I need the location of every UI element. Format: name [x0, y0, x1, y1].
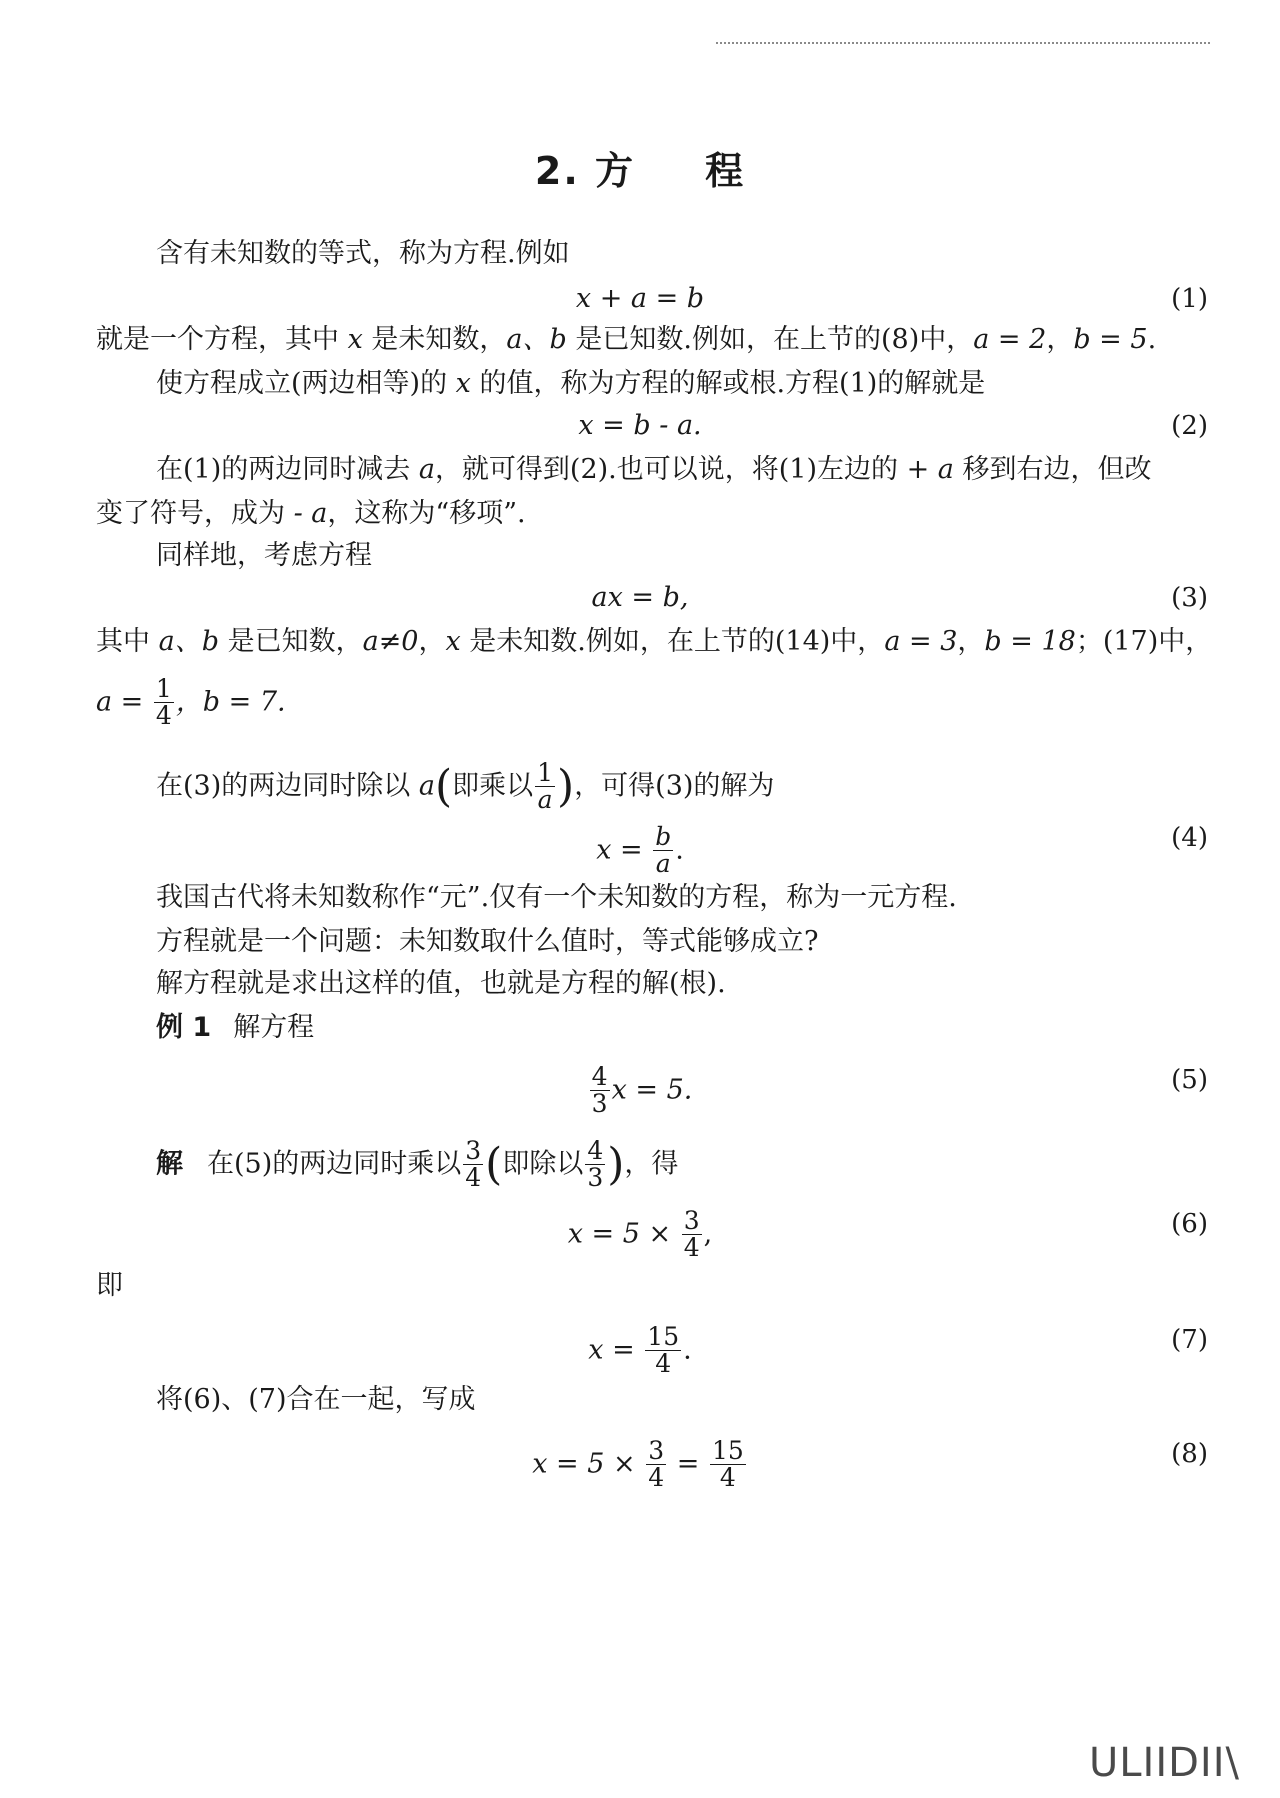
equation-number-4: (4): [1171, 823, 1208, 853]
paragraph-transpose: 在(1)的两边同时减去 a，就可得到(2).也可以说，将(1)左边的 + a 移到右边，但改: [156, 454, 1152, 485]
equation-number-1: (1): [1171, 284, 1208, 314]
fraction-4-3: $\frac{4}{3}$: [591, 1062, 608, 1119]
equation-5: $\frac{4}{3}$ x = 5.: [591, 1062, 693, 1119]
equation-number-3: (3): [1171, 583, 1208, 613]
equation-number-8: (8): [1171, 1439, 1208, 1469]
equation-number-6: (6): [1171, 1209, 1208, 1239]
paragraph-transpose-cont: 变了符号，成为 - a，这称为“移项”.: [96, 498, 526, 529]
paragraph-combine: 将(6)、(7)合在一起，写成: [156, 1384, 476, 1415]
equation-number-2: (2): [1171, 411, 1208, 441]
paragraph-solution-def: 使方程成立(两边相等)的 x 的值，称为方程的解或根.方程(1)的解就是: [156, 368, 986, 399]
paragraph-ji: 即: [96, 1270, 123, 1301]
fraction-3-4: $\frac{3}{4}$: [465, 1136, 482, 1193]
example-1-heading: 例 1 解方程: [156, 1012, 315, 1043]
solution-label: 解: [156, 1148, 183, 1180]
equation-2: x = b - a.: [578, 410, 702, 441]
paragraph-divide: 在(3)的两边同时除以 a(即乘以 $\frac{1}{a}$ )，可得(3)的解为: [156, 758, 775, 815]
paragraph-values: a = $\frac{1}{4}$ ，b = 7.: [96, 674, 286, 731]
equation-4: x = $\frac{b}{a}$ .: [596, 822, 684, 879]
paragraph-similarly: 同样地，考虑方程: [156, 540, 372, 571]
equation-6: x = 5 × $\frac{3}{4}$ ,: [567, 1206, 713, 1263]
fraction-3-4-eq6: $\frac{3}{4}$: [683, 1206, 700, 1263]
example-label: 例 1: [156, 1012, 212, 1043]
paragraph-definition: 含有未知数的等式，称为方程.例如: [156, 238, 570, 269]
fraction-3-4-eq8: $\frac{3}{4}$: [648, 1436, 665, 1493]
corner-watermark: ULIIDII\: [1088, 1740, 1240, 1786]
equation-3: ax = b,: [591, 582, 689, 613]
equation-number-7: (7): [1171, 1325, 1208, 1355]
title-char-2: 程: [705, 149, 746, 193]
section-number: 2.: [534, 149, 580, 193]
solution-line: 解 在(5)的两边同时乘以 $\frac{3}{4}$ (即除以 $\frac{4}{3}$ )，得: [156, 1136, 679, 1193]
paragraph-known: 其中 a、b 是已知数，a≠0，x 是未知数.例如，在上节的(14)中，a = 3，b = 18；(17)中，: [96, 626, 1213, 657]
fraction-4-3-b: $\frac{4}{3}$: [587, 1136, 604, 1193]
equation-number-5: (5): [1171, 1065, 1208, 1095]
equation-7: x = $\frac{15}{4}$ .: [588, 1322, 692, 1379]
fraction-15-4-eq8: $\frac{15}{4}$: [711, 1436, 744, 1493]
header-rule: [716, 42, 1210, 44]
fraction-1-4: $\frac{1}{4}$: [155, 674, 172, 731]
fraction-1-a: $\frac{1}{a}$: [537, 758, 554, 815]
title-char-1: 方: [595, 149, 636, 193]
equation-1: x + a = b: [575, 283, 705, 314]
fraction-15-4: $\frac{15}{4}$: [647, 1322, 680, 1379]
section-title: [0, 140, 1280, 195]
paragraph-solve: 解方程就是求出这样的值，也就是方程的解(根).: [156, 968, 726, 999]
equation-8: x = 5 × $\frac{3}{4}$ = $\frac{15}{4}$: [532, 1436, 744, 1493]
paragraph-example: 就是一个方程，其中 x 是未知数，a、b 是已知数.例如，在上节的(8)中，a = 2，b = 5.: [96, 324, 1157, 355]
fraction-b-a: $\frac{b}{a}$: [655, 822, 672, 879]
paragraph-yuan: 我国古代将未知数称作“元”.仅有一个未知数的方程，称为一元方程.: [156, 882, 957, 913]
paragraph-problem: 方程就是一个问题：未知数取什么值时，等式能够成立?: [156, 926, 819, 957]
